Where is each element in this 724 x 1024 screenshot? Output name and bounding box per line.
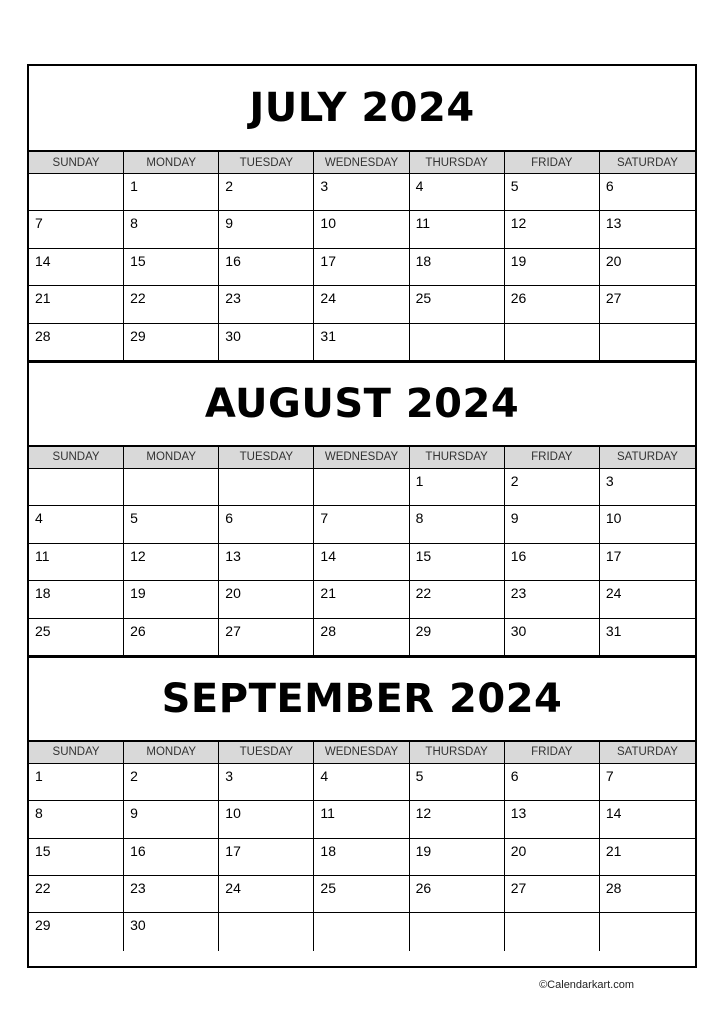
empty-day-cell (314, 913, 409, 950)
day-cell: 3 (314, 174, 409, 211)
weekday-header: FRIDAY (505, 742, 600, 764)
day-cell: 4 (314, 764, 409, 801)
day-cell: 11 (29, 544, 124, 581)
day-cell: 25 (314, 876, 409, 913)
empty-day-cell (29, 174, 124, 211)
day-cell: 12 (124, 544, 219, 581)
day-cell: 16 (124, 839, 219, 876)
day-cell: 1 (410, 469, 505, 506)
weekday-header: MONDAY (124, 742, 219, 764)
day-cell: 22 (124, 286, 219, 323)
day-cell: 4 (29, 506, 124, 543)
weekday-header: THURSDAY (410, 742, 505, 764)
day-cell: 16 (505, 544, 600, 581)
day-cell: 28 (29, 324, 124, 361)
day-cell: 17 (314, 249, 409, 286)
day-cell: 24 (219, 876, 314, 913)
weekday-header: MONDAY (124, 152, 219, 174)
weekday-header: WEDNESDAY (314, 742, 409, 764)
empty-day-cell (505, 913, 600, 950)
day-cell: 20 (505, 839, 600, 876)
weekday-header: FRIDAY (505, 152, 600, 174)
day-cell: 15 (29, 839, 124, 876)
weekday-header: THURSDAY (410, 152, 505, 174)
day-cell: 23 (219, 286, 314, 323)
month-grid (29, 152, 695, 361)
day-cell: 20 (600, 249, 695, 286)
empty-day-cell (600, 324, 695, 361)
day-cell: 11 (410, 211, 505, 248)
day-cell: 18 (410, 249, 505, 286)
day-cell: 4 (410, 174, 505, 211)
month-title: JULY 2024 (29, 66, 695, 152)
empty-day-cell (314, 469, 409, 506)
day-cell: 2 (219, 174, 314, 211)
day-cell: 9 (219, 211, 314, 248)
empty-day-cell (410, 324, 505, 361)
day-cell: 9 (505, 506, 600, 543)
day-cell: 26 (410, 876, 505, 913)
copyright-footer: ©Calendarkart.com (539, 979, 634, 991)
day-cell: 27 (219, 619, 314, 656)
empty-day-cell (410, 913, 505, 950)
weekday-header: WEDNESDAY (314, 152, 409, 174)
day-cell: 31 (600, 619, 695, 656)
day-cell: 2 (505, 469, 600, 506)
day-cell: 7 (29, 211, 124, 248)
day-cell: 18 (29, 581, 124, 618)
day-cell: 25 (410, 286, 505, 323)
day-cell: 15 (124, 249, 219, 286)
day-cell: 3 (219, 764, 314, 801)
day-cell: 17 (600, 544, 695, 581)
day-cell: 5 (505, 174, 600, 211)
day-cell: 6 (505, 764, 600, 801)
day-cell: 30 (124, 913, 219, 950)
day-cell: 23 (124, 876, 219, 913)
empty-day-cell (124, 469, 219, 506)
empty-day-cell (600, 913, 695, 950)
month-grid (29, 447, 695, 656)
weekday-header: MONDAY (124, 447, 219, 469)
day-cell: 3 (600, 469, 695, 506)
day-cell: 26 (124, 619, 219, 656)
day-cell: 29 (124, 324, 219, 361)
day-cell: 14 (314, 544, 409, 581)
day-cell: 23 (505, 581, 600, 618)
day-cell: 21 (314, 581, 409, 618)
month-block (29, 66, 695, 361)
day-cell: 1 (29, 764, 124, 801)
day-cell: 24 (600, 581, 695, 618)
day-cell: 19 (124, 581, 219, 618)
day-cell: 30 (219, 324, 314, 361)
day-cell: 25 (29, 619, 124, 656)
day-cell: 27 (505, 876, 600, 913)
day-cell: 7 (314, 506, 409, 543)
day-cell: 5 (124, 506, 219, 543)
empty-day-cell (505, 324, 600, 361)
day-cell: 22 (410, 581, 505, 618)
day-cell: 21 (29, 286, 124, 323)
day-cell: 18 (314, 839, 409, 876)
month-block (29, 656, 695, 951)
day-cell: 8 (124, 211, 219, 248)
day-cell: 19 (410, 839, 505, 876)
weekday-header: SATURDAY (600, 742, 695, 764)
day-cell: 10 (219, 801, 314, 838)
empty-day-cell (219, 469, 314, 506)
day-cell: 13 (600, 211, 695, 248)
weekday-header: TUESDAY (219, 447, 314, 469)
weekday-header: TUESDAY (219, 742, 314, 764)
day-cell: 6 (219, 506, 314, 543)
day-cell: 10 (314, 211, 409, 248)
day-cell: 24 (314, 286, 409, 323)
day-cell: 13 (505, 801, 600, 838)
month-title: AUGUST 2024 (29, 361, 695, 447)
day-cell: 9 (124, 801, 219, 838)
weekday-header: WEDNESDAY (314, 447, 409, 469)
day-cell: 29 (410, 619, 505, 656)
day-cell: 10 (600, 506, 695, 543)
day-cell: 26 (505, 286, 600, 323)
weekday-header: SUNDAY (29, 742, 124, 764)
day-cell: 28 (600, 876, 695, 913)
day-cell: 5 (410, 764, 505, 801)
day-cell: 12 (505, 211, 600, 248)
empty-day-cell (29, 469, 124, 506)
weekday-header: FRIDAY (505, 447, 600, 469)
day-cell: 21 (600, 839, 695, 876)
month-title: SEPTEMBER 2024 (29, 656, 695, 742)
day-cell: 13 (219, 544, 314, 581)
weekday-header: SATURDAY (600, 152, 695, 174)
day-cell: 2 (124, 764, 219, 801)
day-cell: 11 (314, 801, 409, 838)
day-cell: 20 (219, 581, 314, 618)
day-cell: 12 (410, 801, 505, 838)
day-cell: 16 (219, 249, 314, 286)
month-block (29, 361, 695, 656)
day-cell: 15 (410, 544, 505, 581)
weekday-header: SATURDAY (600, 447, 695, 469)
day-cell: 31 (314, 324, 409, 361)
day-cell: 14 (600, 801, 695, 838)
day-cell: 8 (410, 506, 505, 543)
month-grid (29, 742, 695, 951)
day-cell: 8 (29, 801, 124, 838)
day-cell: 7 (600, 764, 695, 801)
day-cell: 19 (505, 249, 600, 286)
day-cell: 17 (219, 839, 314, 876)
day-cell: 29 (29, 913, 124, 950)
empty-day-cell (219, 913, 314, 950)
weekday-header: SUNDAY (29, 152, 124, 174)
weekday-header: SUNDAY (29, 447, 124, 469)
calendar (27, 64, 697, 968)
day-cell: 1 (124, 174, 219, 211)
day-cell: 22 (29, 876, 124, 913)
day-cell: 27 (600, 286, 695, 323)
day-cell: 6 (600, 174, 695, 211)
weekday-header: TUESDAY (219, 152, 314, 174)
day-cell: 28 (314, 619, 409, 656)
day-cell: 14 (29, 249, 124, 286)
day-cell: 30 (505, 619, 600, 656)
weekday-header: THURSDAY (410, 447, 505, 469)
